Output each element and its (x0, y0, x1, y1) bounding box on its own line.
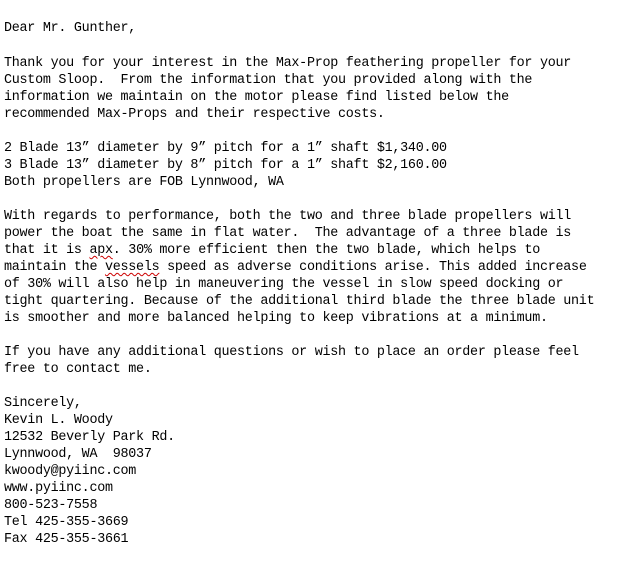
text-fragment: speed as adverse conditions arise. This added increase (159, 260, 587, 275)
text-fragment: that it is (4, 243, 90, 258)
street-address: 12532 Beverly Park Rd. (4, 430, 175, 445)
city-state-zip: Lynnwood, WA 98037 (4, 447, 152, 462)
text-fragment: . 30% more efficient then the two blade, which helps to (112, 243, 540, 258)
option-three-blade: 3 Blade 13” diameter by 8” pitch for a 1” shaft $2,160.00 (4, 158, 447, 173)
email-address: kwoody@pyiinc.com (4, 464, 137, 479)
salutation: Dear Mr. Gunther, (4, 21, 137, 36)
option-two-blade: 2 Blade 13” diameter by 9” pitch for a 1” shaft $1,340.00 (4, 141, 447, 156)
intro-line: Custom Sloop. From the information that you provided along with the (4, 73, 533, 88)
performance-line: power the boat the same in flat water. The advantage of a three blade is (4, 226, 572, 241)
performance-line: tight quartering. Because of the additional third blade the three blade unit (4, 294, 595, 309)
fax-number: Fax 425-355-3661 (4, 532, 129, 547)
fob-note: Both propellers are FOB Lynnwood, WA (4, 175, 284, 190)
spelling-flag[interactable]: apx (89, 243, 113, 258)
phone-number: 800-523-7558 (4, 498, 98, 513)
signer-name: Kevin L. Woody (4, 413, 113, 428)
performance-line: With regards to performance, both the two and three blade propellers will (4, 209, 572, 224)
performance-line: of 30% will also help in maneuvering the vessel in slow speed docking or (4, 277, 564, 292)
tel-number: Tel 425-355-3669 (4, 515, 129, 530)
spelling-flag[interactable]: vessels (104, 260, 160, 275)
text-fragment: maintain the (4, 260, 105, 275)
intro-line: information we maintain on the motor please find listed below the (4, 90, 509, 105)
intro-line: Thank you for your interest in the Max-Prop feathering propeller for your (4, 56, 572, 71)
intro-line: recommended Max-Props and their respective costs. (4, 107, 385, 122)
signoff: Sincerely, (4, 396, 82, 411)
closing-line: free to contact me. (4, 362, 152, 377)
performance-line: is smoother and more balanced helping to keep vibrations at a minimum. (4, 311, 548, 326)
performance-line (4, 242, 540, 259)
closing-line: If you have any additional questions or wish to place an order please feel (4, 345, 579, 360)
website: www.pyiinc.com (4, 481, 113, 496)
performance-line (4, 259, 587, 276)
